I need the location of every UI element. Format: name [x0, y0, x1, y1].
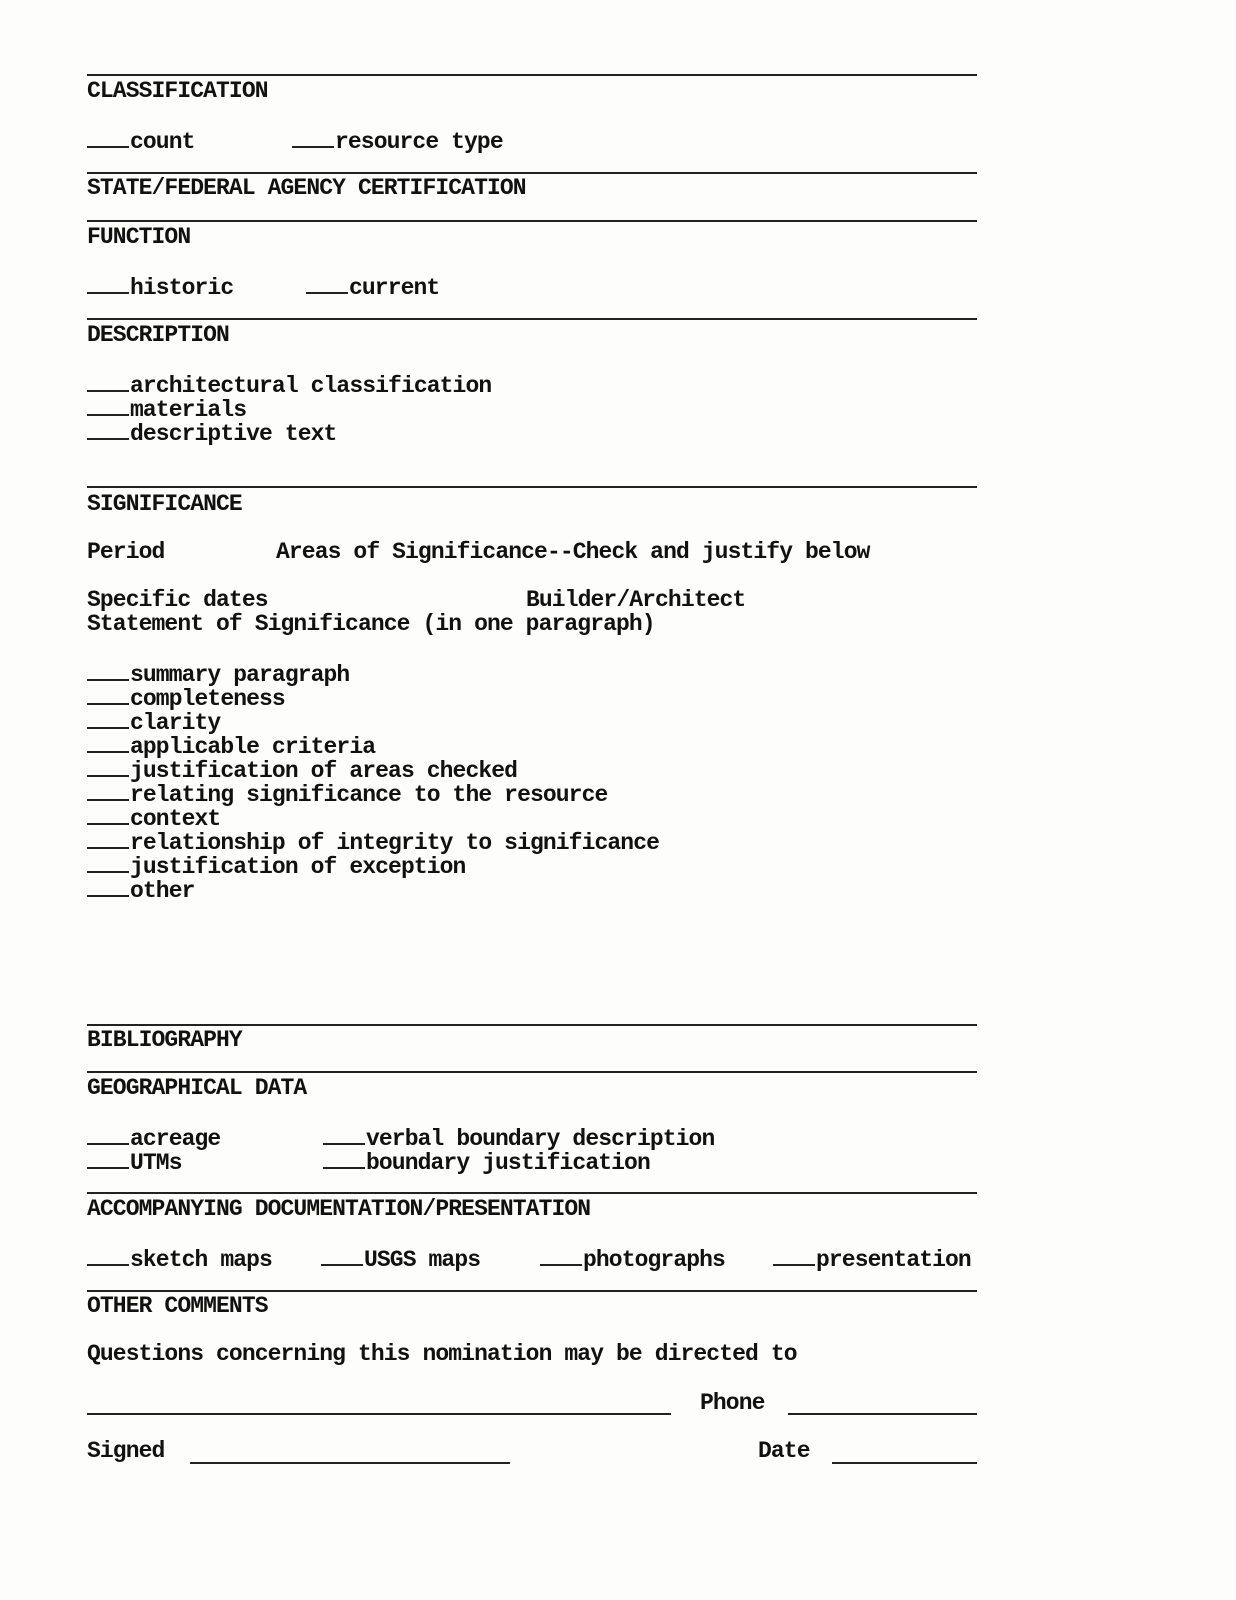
- section-rule: [87, 486, 977, 488]
- description-heading: DESCRIPTION: [87, 322, 229, 348]
- check-blank[interactable]: [87, 396, 129, 416]
- check-boundary-justification[interactable]: [323, 1149, 650, 1175]
- check-relating-significance[interactable]: [87, 781, 607, 807]
- areas-of-significance-label: Areas of Significance--Check and justify below: [276, 539, 870, 565]
- contact-name-line[interactable]: [87, 1413, 671, 1415]
- check-sketch-maps[interactable]: [87, 1246, 272, 1272]
- check-label: relationship of integrity to significance: [130, 830, 659, 856]
- certification-heading: STATE/FEDERAL AGENCY CERTIFICATION: [87, 175, 526, 201]
- check-blank[interactable]: [87, 274, 129, 294]
- check-blank[interactable]: [87, 733, 129, 753]
- check-blank[interactable]: [87, 1149, 129, 1169]
- check-applicable-criteria[interactable]: [87, 733, 375, 759]
- check-label: justification of exception: [130, 854, 466, 880]
- geographical-heading: GEOGRAPHICAL DATA: [87, 1075, 307, 1101]
- check-blank[interactable]: [87, 829, 129, 849]
- documentation-heading: ACCOMPANYING DOCUMENTATION/PRESENTATION: [87, 1196, 591, 1222]
- check-blank[interactable]: [87, 128, 129, 148]
- check-label: historic: [130, 275, 234, 301]
- check-label: USGS maps: [364, 1247, 481, 1273]
- check-blank[interactable]: [87, 661, 129, 681]
- function-heading: FUNCTION: [87, 224, 191, 250]
- date-line[interactable]: [832, 1462, 977, 1464]
- check-acreage[interactable]: [87, 1125, 220, 1151]
- check-blank[interactable]: [87, 685, 129, 705]
- check-blank[interactable]: [87, 781, 129, 801]
- check-blank[interactable]: [773, 1246, 815, 1266]
- check-label: materials: [130, 397, 247, 423]
- check-label: count: [130, 129, 195, 155]
- check-blank[interactable]: [540, 1246, 582, 1266]
- section-rule: [87, 1290, 977, 1292]
- check-verbal-boundary[interactable]: [323, 1125, 714, 1151]
- section-rule: [87, 1071, 977, 1073]
- check-usgs-maps[interactable]: [321, 1246, 480, 1272]
- specific-dates-label: Specific dates: [87, 587, 268, 613]
- check-blank[interactable]: [87, 877, 129, 897]
- bibliography-heading: BIBLIOGRAPHY: [87, 1027, 242, 1053]
- section-rule: [87, 172, 977, 174]
- check-blank[interactable]: [323, 1149, 365, 1169]
- check-label: verbal boundary description: [366, 1126, 715, 1152]
- check-summary-paragraph[interactable]: [87, 661, 349, 687]
- check-blank[interactable]: [306, 274, 348, 294]
- check-label: summary paragraph: [130, 662, 350, 688]
- check-justification-exception[interactable]: [87, 853, 465, 879]
- check-label: resource type: [335, 129, 503, 155]
- check-label: boundary justification: [366, 1150, 650, 1176]
- builder-architect-label: Builder/Architect: [526, 587, 746, 613]
- check-label: justification of areas checked: [130, 758, 518, 784]
- check-label: sketch maps: [130, 1247, 272, 1273]
- check-blank[interactable]: [321, 1246, 363, 1266]
- check-architectural-classification[interactable]: [87, 372, 491, 398]
- statement-label: Statement of Significance (in one paragraph): [87, 611, 655, 637]
- check-blank[interactable]: [87, 1125, 129, 1145]
- check-blank[interactable]: [292, 128, 334, 148]
- check-clarity[interactable]: [87, 709, 220, 735]
- section-rule: [87, 74, 977, 76]
- check-other[interactable]: [87, 877, 195, 903]
- date-label: Date: [758, 1438, 810, 1464]
- check-photographs[interactable]: [540, 1246, 725, 1272]
- check-label: descriptive text: [130, 421, 337, 447]
- check-current[interactable]: [306, 274, 439, 300]
- significance-heading: SIGNIFICANCE: [87, 491, 242, 517]
- section-rule: [87, 318, 977, 320]
- check-label: acreage: [130, 1126, 221, 1152]
- check-label: presentation: [816, 1247, 971, 1273]
- signed-label: Signed: [87, 1438, 165, 1464]
- check-label: relating significance to the resource: [130, 782, 608, 808]
- check-label: applicable criteria: [130, 734, 376, 760]
- check-label: current: [349, 275, 440, 301]
- check-label: context: [130, 806, 221, 832]
- questions-text: Questions concerning this nomination may be directed to: [87, 1341, 797, 1367]
- check-integrity[interactable]: [87, 829, 659, 855]
- section-rule: [87, 220, 977, 222]
- check-count[interactable]: [87, 128, 195, 154]
- check-justification-areas[interactable]: [87, 757, 517, 783]
- signature-line[interactable]: [190, 1462, 510, 1464]
- check-descriptive-text[interactable]: [87, 420, 336, 446]
- check-presentation[interactable]: [773, 1246, 971, 1272]
- check-blank[interactable]: [87, 420, 129, 440]
- check-utms[interactable]: [87, 1149, 182, 1175]
- period-label: Period: [87, 539, 165, 565]
- check-materials[interactable]: [87, 396, 246, 422]
- check-label: architectural classification: [130, 373, 492, 399]
- phone-line[interactable]: [788, 1413, 977, 1415]
- check-blank[interactable]: [87, 757, 129, 777]
- classification-heading: CLASSIFICATION: [87, 78, 268, 104]
- check-blank[interactable]: [87, 853, 129, 873]
- check-resource-type[interactable]: [292, 128, 503, 154]
- check-blank[interactable]: [87, 709, 129, 729]
- phone-label: Phone: [700, 1390, 765, 1416]
- check-completeness[interactable]: [87, 685, 285, 711]
- comments-heading: OTHER COMMENTS: [87, 1293, 268, 1319]
- section-rule: [87, 1024, 977, 1026]
- check-label: clarity: [130, 710, 221, 736]
- check-label: completeness: [130, 686, 285, 712]
- check-label: photographs: [583, 1247, 725, 1273]
- section-rule: [87, 1192, 977, 1194]
- check-blank[interactable]: [323, 1125, 365, 1145]
- check-blank[interactable]: [87, 1246, 129, 1266]
- check-label: other: [130, 878, 195, 904]
- check-blank[interactable]: [87, 805, 129, 825]
- check-blank[interactable]: [87, 372, 129, 392]
- check-historic[interactable]: [87, 274, 233, 300]
- check-label: UTMs: [130, 1150, 182, 1176]
- check-context[interactable]: [87, 805, 220, 831]
